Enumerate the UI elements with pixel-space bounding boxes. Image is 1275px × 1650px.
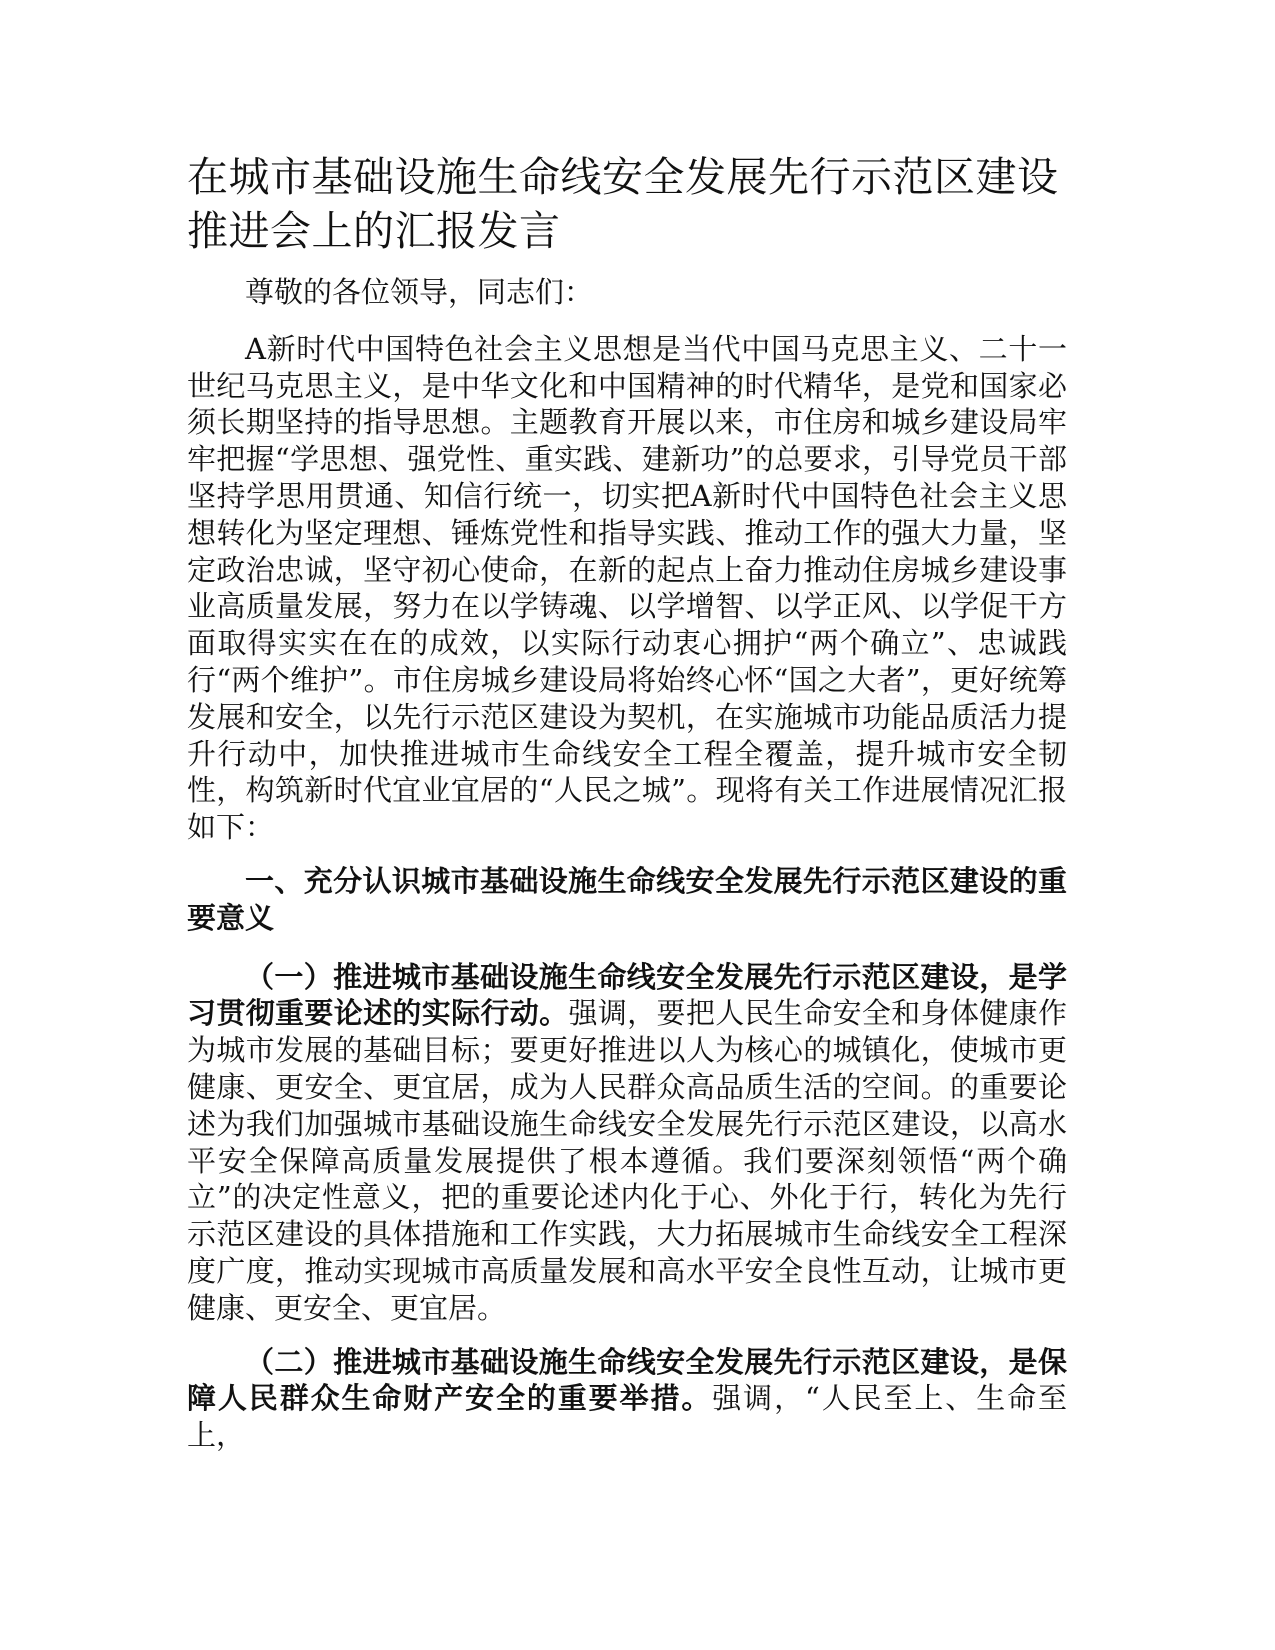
subsection-1-body: 强调，要把人民生命安全和身体健康作为城市发展的基础目标；要更好推进以人为核心的城镇化，使城市更健康、更安全、更宜居，成为人民群众高品质生活的空间。的重要论述为我们加强城市基础设施生命线安全发展先行示范区建设，以高水平安全保障高质量发展提供了根本遵循。我们要深刻领悟“两个确立”的决定性意义，把的重要论述内化于心、外化于行，转化为先行示范区建设的具体措施和工作实践，大力拓展城市生命线安全工程深度广度，推动实现城市高质量发展和高水平安全良性互动，让城市更健康、更安全、更宜居。 [187,996,1067,1325]
subsection-2-lead: （二）推进城市基础设施生命线安全发展先行示范区建设，是保障人民群众生命财产安全的重要举措。 [187,1344,1067,1416]
subsection-1-lead: （一）推进城市基础设施生命线安全发展先行示范区建设，是学习贯彻重要论述的实际行动。 [187,959,1067,1031]
intro-paragraph: A新时代中国特色社会主义思想是当代中国马克思主义、二十一世纪马克思主义，是中华文化和中国精神的时代精华，是党和国家必须长期坚持的指导思想。主题教育开展以来，市住房和城乡建设局牢牢把握“学思想、强党性、重实践、建新功”的总要求，引导党员干部坚持学思用贯通、知信行统一，切实把A新时代中国特色社会主义思想转化为坚定理想、锤炼党性和指导实践、推动工作的强大力量，坚定政治忠诚，坚守初心使命，在新的起点上奋力推动住房城乡建设事业高质量发展，努力在以学铸魂、以学增智、以学正风、以学促干方面取得实实在在的成效，以实际行动衷心拥护“两个确立”、忠诚践行“两个维护”。市住房城乡建设局将始终心怀“国之大者”，更好统筹发展和安全，以先行示范区建设为契机，在实施城市功能品质活力提升行动中，加快推进城市生命线安全工程全覆盖，提升城市安全韧性，构筑新时代宜业宜居的“人民之城”。现将有关工作进展情况汇报如下： [187,331,1067,845]
document-page [187,150,1067,1471]
greeting: 尊敬的各位领导，同志们： [245,275,594,309]
subsection-2-paragraph [187,1344,1067,1454]
subsection-1-paragraph [187,959,1067,1327]
document-title: 在城市基础设施生命线安全发展先行示范区建设推进会上的汇报发言 [187,153,1059,255]
section-heading-1: 一、充分认识城市基础设施生命线安全发展先行示范区建设的重要意义 [187,863,1067,935]
subsection-2-body: 强调，“人民至上、生命至上， [187,1381,1067,1453]
